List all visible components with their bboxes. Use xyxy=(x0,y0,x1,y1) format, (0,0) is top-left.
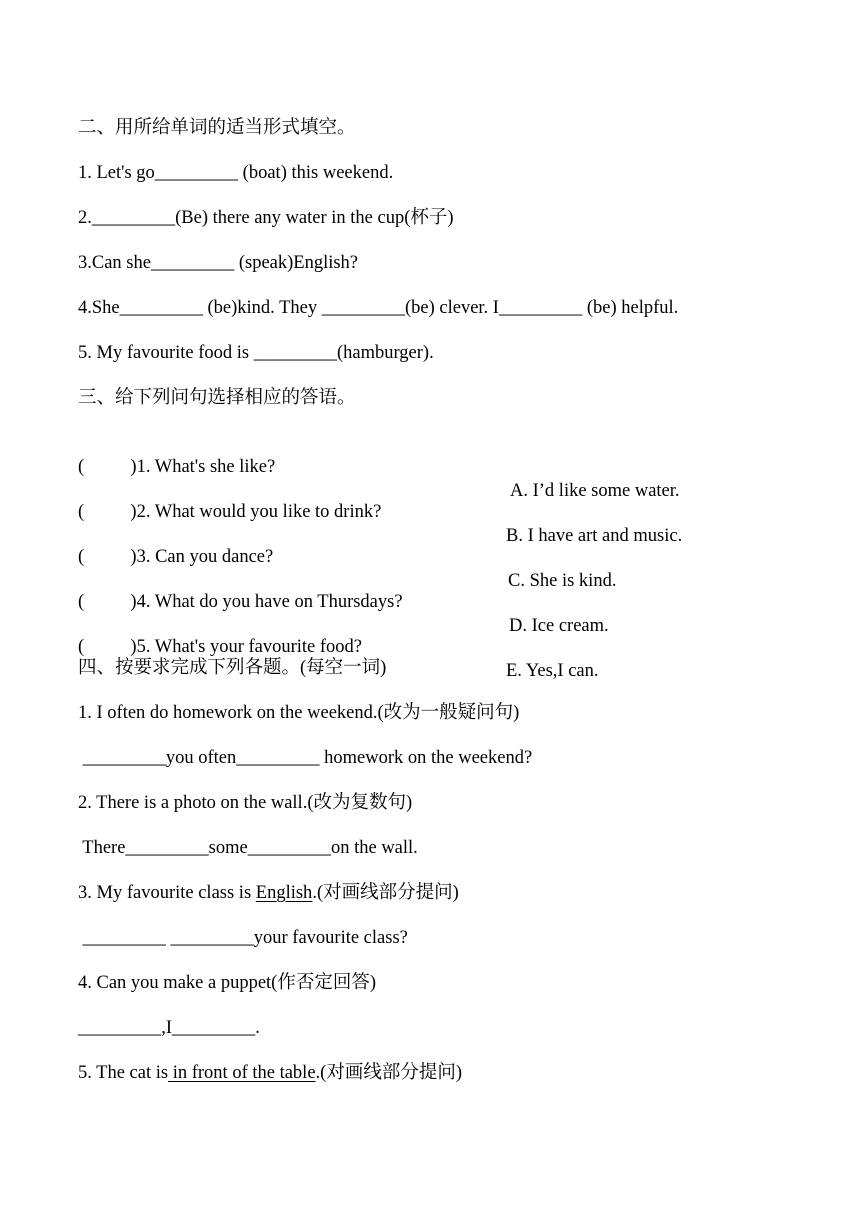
section-2-question-4: 4.She_________ (be)kind. They _________(be) clever. I_________ (be) helpful. xyxy=(78,298,679,318)
section-4-heading: 四、按要求完成下列各题。(每空一词) xyxy=(78,658,387,678)
matching-row xyxy=(78,566,778,636)
question-instruction: .(对画线部分提问) xyxy=(312,883,459,903)
question-text: 5. The cat is xyxy=(78,1063,169,1083)
section-2-question-2: 2._________(Be) there any water in the cup(杯子) xyxy=(78,208,454,228)
matching-question: ( )5. What's your favourite food? xyxy=(78,637,363,657)
matching-row xyxy=(78,476,778,546)
section-3-heading: 三、给下列问句选择相应的答语。 xyxy=(78,388,356,408)
section-4-answer-3: _________ _________your favourite class? xyxy=(78,928,408,948)
section-4-answer-1: _________you often_________ homework on the weekend? xyxy=(78,748,533,768)
underlined-word: English xyxy=(255,883,313,903)
section-2-question-5: 5. My favourite food is _________(hamburger). xyxy=(78,343,434,363)
section-2-heading: 二、用所给单词的适当形式填空。 xyxy=(78,118,356,138)
section-2-question-3: 3.Can she_________ (speak)English? xyxy=(78,253,359,273)
section-4-question-2: 2. There is a photo on the wall.(改为复数句) xyxy=(78,793,413,813)
section-4-question-5 xyxy=(78,1061,462,1085)
matching-row xyxy=(78,521,778,591)
matching-question: ( )2. What would you like to drink? xyxy=(78,502,382,522)
section-4-answer-2: There_________some_________on the wall. xyxy=(78,838,418,858)
matching-option: B. I have art and music. xyxy=(506,526,683,546)
question-instruction: .(对画线部分提问) xyxy=(315,1063,462,1083)
underlined-phrase: in front of the table xyxy=(168,1063,316,1083)
matching-question: ( )4. What do you have on Thursdays? xyxy=(78,592,403,612)
matching-question: ( )3. Can you dance? xyxy=(78,547,274,567)
matching-option: D. Ice cream. xyxy=(509,616,609,636)
matching-option: C. She is kind. xyxy=(508,571,617,591)
matching-question: ( )1. What's she like? xyxy=(78,457,276,477)
matching-option: E. Yes,I can. xyxy=(506,661,599,681)
matching-row xyxy=(78,431,778,501)
section-4-question-1: 1. I often do homework on the weekend.(改为一般疑问句) xyxy=(78,703,520,723)
section-4-question-4: 4. Can you make a puppet(作否定回答) xyxy=(78,973,376,993)
question-text: 3. My favourite class is xyxy=(78,883,256,903)
section-4-question-3 xyxy=(78,881,459,905)
matching-option: A. I’d like some water. xyxy=(510,481,680,501)
section-4-answer-4: _________,I_________. xyxy=(78,1018,260,1038)
section-2-question-1: 1. Let's go_________ (boat) this weekend. xyxy=(78,163,394,183)
